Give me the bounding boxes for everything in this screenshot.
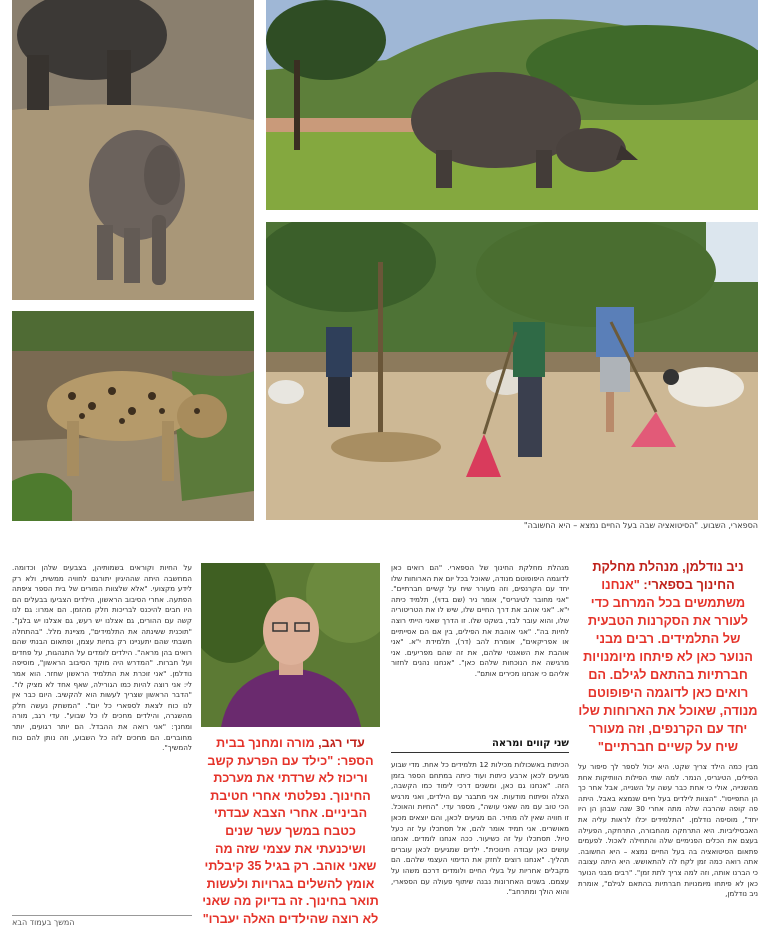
column-a-lower (578, 762, 758, 917)
column-c (12, 563, 192, 913)
continued-note: המשך בעמוד הבא (12, 918, 75, 927)
pull-quote-1 (578, 558, 758, 756)
elephants-photo (12, 0, 254, 300)
pull-quote-2-name: עדי רגב, (318, 736, 365, 750)
column-b-text-2: הכיתות באשכולות מכילות 12 תלמידים כל אחת. מדי שבוע מגיעים לכאן ארבע כיתות ועוד כיתה במתחם הספר בזמן הזה. "אנחנו גם כאן, ומשנים דרכי לימוד כמו הקשבה, הצלה ופיתוח מודעות. אני מתבגר עם הילדים, ואני מרגיש הכי טוב עם מה שאני עושה", מספר עדי. "החיות והאוכל. זו חוויה שאין לה מחיר. הם מגיעים לכאן, והם יוצאים מכאן מאושרים. אני תמיד אומר להם, אל תסתכלו על זה כעל טיול. תסתכלו על זה כשיעור. ככה אנחנו לומדים. אנחנו עושים כאן עבודה חינוכית". ילדים שמגיעים לכאן עוברים תהליך. "אנחנו רוצים לחזק את הדימוי העצמי שלהם. הם מקבלים אחריות על בעלי החיים ולומדים דרכם משהו על עצמם. בשנים האחרונות נבנה שיתוף פעולה עם הספארי, והוא הולך ומתרחב". (391, 760, 569, 897)
portrait-photo (201, 563, 380, 727)
pull-quote-1-name: ניב נודלמן, מנהלת מחלקת החינוך בספארי: (592, 559, 744, 592)
volunteers-photo (266, 222, 758, 520)
column-c-text: על החיות וקוראים בשמותיהן, בצבעים שלהן וכדומה. המחשבה היתה שההיגיון יתורגם לחוויה ממשית, ולא רק לידע מקצועי. "אלא שלצוות המורים של בית הספר ציפתה הפתעה. אחרי הסיבוב הראשון, הילדים הצביעו בבעלים הם היו חבים להיכנס לבריכות חלק מהזמן. הם אמרו: גם לנו קשה עם ההורים, גם אצלנו יש רעש, גם אצלנו יש בלגן". "תוכנית ששינתה את התלמידים", מציינת מלל. "בהתחלה חשבתי שהם יתעניינו רק בחיות עצמן, ופתאום הבנתי שהם רואים בהן מראה". הילדים לומדים על התנהגות, על פחדים ועל חברות. "המדרש היה מוקד הסיבוב הראשון", מוסיפה נודלמן. "אני זוכרת את התלמיד הראשון שחזר. הוא אמר לי: אני רוצה להיות כמו הגורילה, שאף אחד לא מציק לו". "הדבר הראשון שצריך לעשות הוא להקשיב. היום כבר אין לנו כוח לצאת לספארי כל יום". "המשחק נעשה חלק מהשגרה, והילדים מחכים לו כל שבוע". עדי רגב, מורה ומחנך: "אני רואה את ההבדל. הם יותר רגועים, יותר מחוברים. הם מחכים לזה כל השבוע, וזה נותן להם כוח להמשיך". (12, 563, 192, 753)
photo-caption: הספארי, השבוע. "הסיטואציה שבה בעל החיים נמצא – היא החשובה" (523, 521, 758, 530)
pull-quote-2 (201, 735, 380, 929)
column-divider (12, 915, 192, 916)
column-a-text: מבין כמה הילד צריך שקט. היא יכול לספר לך סיפור על הפילים, הטיגריס, הנמר. למה שתי הפילות הוותיקות אחת מהשנייה, אולי כי אחת כבר עשה על השנייה, אבל אחר כך הן התפייסו". "הצוות לילדים בעל חיים שנמצא באבל. היתה פה קופה שהרבה שלה מתה אחרי 30 שנה שבהן הן היו יחד", מוסיפה נודלמן. "התלמידים יכלו לראות עליה את האבסיליביות. היא התרחקה מהחבורה, התרחקה, הפעילה בעצם את הכלים הפנימיים שלה והתחילה לאכול. לפעמים פתאום הסיטואציה בה בעל החיים נמצא – היא החשובה. אתה רואה כמה זמן לקח לה להתאושש. היא היתה עצובה כי הברנו אותה, וזה למה צריך לתת זמן". "רבים מבני הנוער כאן לא פיתחו מיומנויות חברתיות בהתאם לגילם", אומרת ניב נודלמן, (578, 762, 758, 899)
rhino-photo (266, 0, 758, 210)
subheading: שני קווים ומראה (391, 738, 569, 753)
pull-quote-1-text: "אנחנו משתמשים בכל המרחב כדי לעורר את הסקרנות הטבעית של התלמידים. רבים מבני הנוער כאן לא פיתחו מיומנויות חברתיות בהתאם לגילם. הם רואים כאן לדוגמה היפופוטם מנודה, שאוכל את הארוחות שלו יחד עם הקרנפים, וזה מעורר שיח על קשיים חברתיים" (578, 577, 758, 754)
leopard-photo (12, 311, 254, 521)
pull-quote-2-text: מורה ומחנך בבית הספר: "כילד עם הפרעת קשב וריכוז לא שרדתי את מערכת החינוך. נפלטתי אחרי חטיבת הביניים. אחרי הצבא עבדתי כטבח במשך עשר שנים ושיכנעתי את עצמי שזה מה שאני אוהב. רק בגיל 35 קיבלתי אומץ להשלים בגרויות ולעשות תואר בחינוך. זה בדיוק מה שאני לא רוצה שהילדים האלה יעברו" (202, 736, 379, 926)
column-b-text-1: מנהלת מחלקת החינוך של הספארי. "הם רואים כאן לדוגמה היפופוטם מנודה, שאוכל בכל יום את הארוחות שלו יחד עם הקרנפים, וזה מעורר שיח על קשיים חברתיים". "אני מחובר לטיגריס", אומר ניר (שם בדוי), תלמיד כיתה י"א. "אני אוהב את דרך החיים שלו, שיש לו את הטריטוריה שלו, והוא עובר לבד, בשקט שלו. זו הדרך שאני הייתי רוצה לחיות בה". "אני אוהבת את הפילים, בין אם הם אסייתיים או אפריקאים", אומרת להב (דר), תלמידת י"א. "אני אוהבת את השאנטי שלהם, את זה שהם מפריעים. אני מרגישה את הנוכחות שלהם כאן". "אנחנו נהנים לחזור אליהם כי אנחנו מכירים אותם". (391, 563, 569, 678)
column-b-upper (391, 563, 569, 726)
column-b-lower (391, 760, 569, 920)
